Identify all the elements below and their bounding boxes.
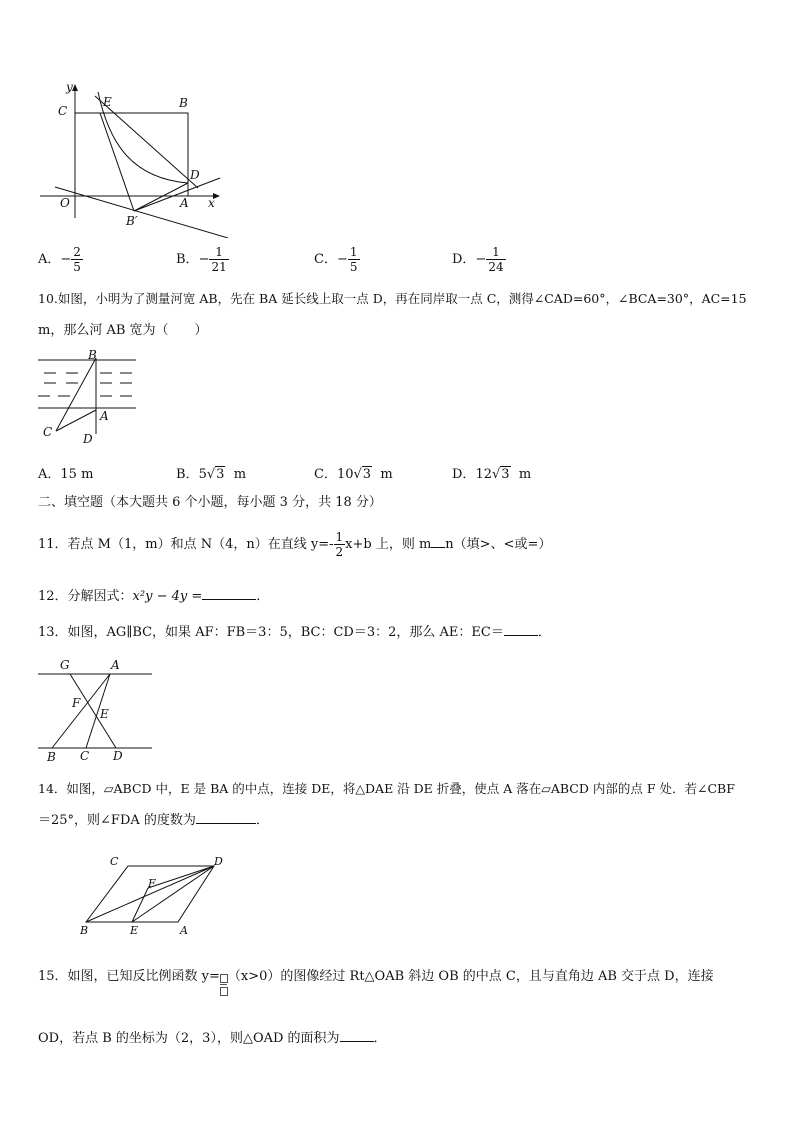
q15-text-pre: 15．如图，已知反比例函数 y=	[38, 969, 220, 984]
q9-label-D: D	[190, 168, 200, 182]
q10-option-b[interactable]: B．5√3 m	[176, 467, 247, 482]
q9-option-d-fraction: $\frac{1}{24}$	[488, 245, 504, 274]
q10-label-C: C	[43, 425, 53, 439]
q14-label-C: C	[110, 855, 119, 868]
q10-stem-line1: 10.如图，小明为了测量河宽 AB，先在 BA 延长线上取一点 D，再在同岸取一点 C，测得∠CAD=60°，∠BCA=30°，AC=15	[38, 291, 747, 306]
q10-option-b-unit: m	[233, 467, 247, 482]
q9-option-c-letter: C．	[314, 252, 337, 267]
q10-stem-line2: m，那么河 AB 宽为（ ）	[38, 323, 208, 338]
q14-label-D: D	[214, 855, 223, 868]
q13-label-A: A	[111, 658, 120, 672]
q9-label-E: E	[103, 95, 112, 109]
q13-answer-blank[interactable]	[504, 635, 538, 636]
q14-answer-blank[interactable]	[196, 823, 256, 824]
q10-option-b-radicand: 3	[216, 467, 225, 482]
q11-text-post: x+b 上，则 m	[345, 537, 432, 552]
q9-option-d-letter: D．	[452, 252, 476, 267]
q10-option-a[interactable]	[38, 463, 93, 482]
q13-label-F: F	[72, 696, 81, 710]
q14-figure	[78, 852, 230, 940]
q10-option-c[interactable]: C．10√3 m	[314, 467, 393, 482]
q13-label-D: D	[113, 749, 123, 763]
q14-label-A: A	[180, 924, 188, 937]
q9-option-c[interactable]	[314, 245, 360, 274]
q10-option-d-letter: D．	[452, 467, 476, 482]
q10-option-d-unit: m	[518, 467, 532, 482]
q10-option-d[interactable]: D．12√3 m	[452, 467, 532, 482]
q14-stem-line2	[38, 812, 269, 830]
q10-option-a-value: 15 m	[60, 467, 94, 482]
q9-option-c-fraction: $\frac{1}{5}$	[349, 245, 358, 274]
q9-option-d-sign: −	[475, 252, 487, 267]
q11-answer-blank[interactable]	[431, 547, 445, 548]
q9-label-O: O	[60, 196, 70, 210]
q9-label-Bp: B′	[126, 214, 138, 228]
q9-option-b-letter: B．	[176, 252, 199, 267]
q9-option-a-fraction: $\frac{2}{5}$	[73, 245, 81, 274]
q12-answer-blank[interactable]	[202, 599, 256, 600]
q15-answer-blank[interactable]	[340, 1041, 374, 1042]
q9-option-c-sign: −	[336, 252, 348, 267]
q12-expression: x²y − 4y =	[132, 589, 203, 604]
q9-option-a-letter: A．	[38, 252, 61, 267]
q10-option-d-radicand: 3	[501, 467, 510, 482]
q10-option-c-coef: 10	[336, 467, 354, 482]
q11-fraction: $\frac{1}{2}$	[335, 530, 344, 559]
q10-option-d-coef: 12	[475, 467, 492, 482]
q12-end: ．	[256, 589, 270, 604]
q9-option-a[interactable]	[38, 245, 83, 274]
q9-label-y: y	[66, 80, 73, 94]
q9-figure	[38, 78, 228, 238]
q9-option-a-sign: −	[60, 252, 72, 267]
q10-option-a-letter: A．	[38, 467, 61, 482]
q12-stem	[38, 588, 269, 606]
q13-figure	[38, 656, 154, 766]
q11-text-post2: n（填>、<或=）	[445, 537, 552, 552]
q13-label-B: B	[47, 750, 56, 764]
q9-label-C: C	[58, 104, 68, 118]
q12-text-pre: 12．分解因式：	[38, 589, 133, 604]
q14-text: ＝25°，则∠FDA 的度数为	[38, 813, 196, 828]
q10-label-B: B	[88, 348, 97, 362]
q13-stem	[38, 624, 551, 642]
q9-option-b[interactable]	[176, 245, 229, 274]
section-heading-fill-in: 二、填空题（本大题共 6 个小题，每小题 3 分，共 18 分）	[38, 495, 382, 510]
q15-end: ．	[373, 1031, 387, 1046]
q14-stem-line1: 14．如图，▱ABCD 中，E 是 BA 的中点，连接 DE，将△DAE 沿 DE 折叠，使点 A 落在▱ABCD 内部的点 F 处．若∠CBF	[38, 781, 735, 796]
q10-figure	[38, 348, 138, 448]
q9-label-A: A	[180, 196, 189, 210]
q11-text-pre: 11．若点 M（1，m）和点 N（4，n）在直线 y=-	[38, 537, 334, 552]
q9-option-b-sign: −	[198, 252, 210, 267]
q13-text: 13．如图，AG∥BC，如果 AF：FB＝3：5，BC：CD＝3：2，那么 AE：EC＝	[38, 625, 504, 640]
q15-stem-line2	[38, 1030, 387, 1048]
q9-option-d[interactable]	[452, 245, 506, 274]
q15-missing-fraction-glyph	[220, 974, 228, 996]
q10-option-b-letter: B．	[176, 467, 199, 482]
q13-end: ．	[537, 625, 551, 640]
q15-stem-line1	[38, 968, 714, 996]
q14-label-F: F	[148, 877, 156, 890]
q9-option-b-fraction: $\frac{1}{21}$	[211, 245, 227, 274]
q14-label-E: E	[130, 924, 139, 937]
q13-label-C: C	[80, 749, 90, 763]
q15-text-line2: OD，若点 B 的坐标为（2，3），则△OAD 的面积为	[38, 1031, 340, 1046]
q14-label-B: B	[80, 924, 89, 937]
q13-label-E: E	[100, 707, 109, 721]
q10-option-c-radicand: 3	[362, 467, 372, 482]
q10-label-D: D	[83, 432, 93, 446]
q10-label-A: A	[100, 409, 109, 423]
q14-end: ．	[255, 813, 269, 828]
q9-label-x: x	[208, 196, 215, 210]
q13-label-G: G	[60, 658, 70, 672]
q9-label-B: B	[179, 96, 188, 110]
q11-stem	[38, 530, 551, 559]
q10-option-c-unit: m	[380, 467, 393, 482]
q10-option-b-coef: 5	[198, 467, 207, 482]
q10-option-c-letter: C．	[314, 467, 337, 482]
q15-text-post: （x>0）的图像经过 Rt△OAB 斜边 OB 的中点 C，且与直角边 AB 交于点 D，连接	[227, 969, 714, 984]
